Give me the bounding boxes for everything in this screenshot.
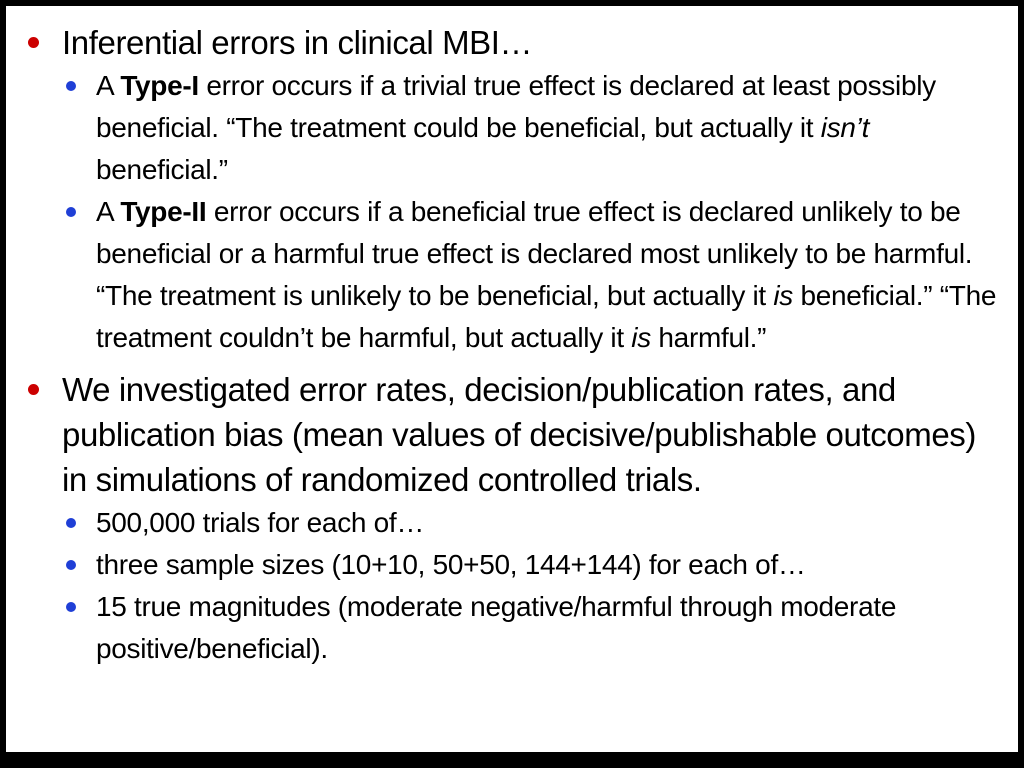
sub-bullet-trials	[26, 502, 1006, 544]
sub-bullet-text: 500,000 trials for each of…	[96, 507, 425, 538]
sub-bullet-text: three sample sizes (10+10, 50+50, 144+144) for each of…	[96, 549, 806, 580]
sub-bullet-text: A	[96, 196, 121, 227]
sub-bullet-text: harmful.”	[650, 322, 767, 353]
emphasis-isnt: isn’t	[820, 112, 870, 143]
blue-bullet-icon	[66, 602, 76, 612]
bullet-inferential-errors	[26, 20, 1006, 65]
red-bullet-icon	[28, 37, 39, 48]
bullet-investigation	[26, 367, 1006, 502]
bullet-text: Inferential errors in clinical MBI…	[62, 24, 533, 61]
sub-bullet-magnitudes	[26, 586, 1006, 670]
type-i-term: Type-I	[120, 70, 199, 101]
sub-bullet-text: error occurs if a trivial true effect is declared at least possibly beneficial. “The treatment could be beneficial, but actually it	[96, 70, 936, 143]
type-ii-term: Type-II	[120, 196, 207, 227]
sub-bullet-sample-sizes	[26, 544, 1006, 586]
sub-bullet-text: beneficial.” “The treatment couldn’t be harmful, but actually it	[96, 280, 997, 353]
blue-bullet-icon	[66, 81, 76, 91]
sub-bullet-text: 15 true magnitudes (moderate negative/harmful through moderate positive/beneficial).	[96, 591, 897, 664]
emphasis-is: is	[773, 280, 794, 311]
slide-content	[26, 20, 1006, 670]
red-bullet-icon	[28, 384, 39, 395]
sub-bullet-text: error occurs if a beneficial true effect is declared unlikely to be beneficial or a harmful true effect is declared most unlikely to be harmful. “The treatment is unlikely to be beneficial, but actually it	[96, 196, 973, 311]
bullet-text: We investigated error rates, decision/publication rates, and publication bias (mean values of decisive/publishable outcomes) in simulations of randomized controlled trials.	[62, 371, 976, 498]
blue-bullet-icon	[66, 560, 76, 570]
sub-bullet-type-ii	[26, 191, 1006, 359]
sub-bullet-text: A	[96, 70, 121, 101]
spacer	[26, 359, 1006, 367]
sub-bullet-type-i	[26, 65, 1006, 191]
blue-bullet-icon	[66, 207, 76, 217]
slide	[6, 6, 1018, 752]
sub-bullet-text: beneficial.”	[96, 154, 228, 185]
emphasis-is: is	[631, 322, 651, 353]
blue-bullet-icon	[66, 518, 76, 528]
